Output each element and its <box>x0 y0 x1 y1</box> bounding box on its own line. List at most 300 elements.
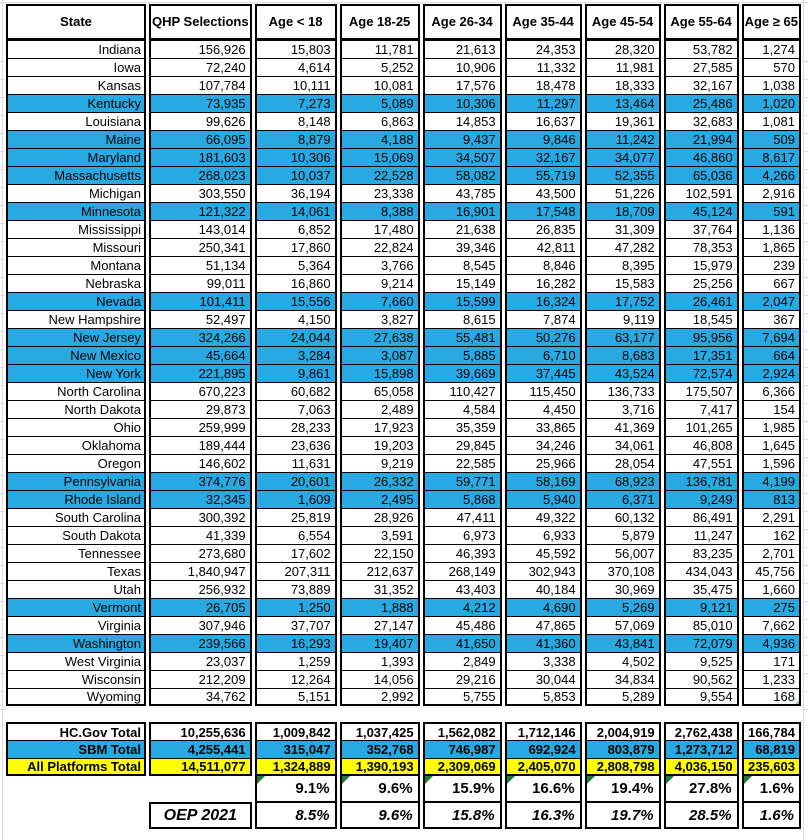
value-cell: 46,808 <box>664 436 739 454</box>
total-value: 315,047 <box>255 740 337 758</box>
percent-of-total-row <box>6 776 801 802</box>
value-cell: 189,444 <box>149 436 252 454</box>
column-header-6: Age 45-54 <box>585 4 661 40</box>
value-cell: 302,943 <box>505 562 582 580</box>
value-cell: 21,994 <box>664 130 739 148</box>
column-header-1: QHP Selections <box>149 4 252 40</box>
state-name-cell: Nevada <box>6 292 146 310</box>
state-name-cell: Montana <box>6 256 146 274</box>
value-cell: 7,694 <box>742 328 801 346</box>
value-cell: 15,069 <box>340 148 420 166</box>
value-cell: 4,502 <box>585 652 661 670</box>
value-cell: 16,637 <box>505 112 582 130</box>
all-platforms-total-row <box>6 758 801 776</box>
value-cell: 86,491 <box>664 508 739 526</box>
total-value: 2,004,919 <box>585 722 661 740</box>
value-cell: 29,216 <box>423 670 502 688</box>
value-cell: 5,879 <box>585 526 661 544</box>
value-cell: 6,973 <box>423 526 502 544</box>
oep-percent-cell: 15.8% <box>423 802 502 829</box>
value-cell: 78,353 <box>664 238 739 256</box>
value-cell: 46,393 <box>423 544 502 562</box>
value-cell: 434,043 <box>664 562 739 580</box>
state-name-cell: Vermont <box>6 598 146 616</box>
state-name-cell: Oklahoma <box>6 436 146 454</box>
value-cell: 10,111 <box>255 76 337 94</box>
flag-triangle-icon <box>507 776 515 784</box>
percent-cell <box>255 776 337 802</box>
flag-triangle-icon <box>425 776 433 784</box>
value-cell: 101,411 <box>149 292 252 310</box>
value-cell: 1,250 <box>255 598 337 616</box>
value-cell: 32,167 <box>664 76 739 94</box>
value-cell: 259,999 <box>149 418 252 436</box>
value-cell: 154 <box>742 400 801 418</box>
state-name-cell: Virginia <box>6 616 146 634</box>
oep-percent-cell: 19.7% <box>585 802 661 829</box>
gridline-stubs-left <box>0 44 5 710</box>
value-cell: 1,660 <box>742 580 801 598</box>
state-name-cell: Rhode Island <box>6 490 146 508</box>
column-header-4: Age 26-34 <box>423 4 502 40</box>
value-cell: 34,762 <box>149 688 252 706</box>
value-cell: 4,212 <box>423 598 502 616</box>
value-cell: 3,591 <box>340 526 420 544</box>
value-cell: 17,860 <box>255 238 337 256</box>
value-cell: 50,276 <box>505 328 582 346</box>
total-value: 352,768 <box>340 740 420 758</box>
value-cell: 6,710 <box>505 346 582 364</box>
column-header-8: Age ≥ 65 <box>742 4 801 40</box>
flag-triangle-icon <box>666 776 674 784</box>
value-cell: 212,637 <box>340 562 420 580</box>
value-cell: 5,089 <box>340 94 420 112</box>
state-name-cell: Kansas <box>6 76 146 94</box>
value-cell: 59,771 <box>423 472 502 490</box>
state-row <box>6 328 801 346</box>
value-cell: 24,044 <box>255 328 337 346</box>
state-name-cell: Missouri <box>6 238 146 256</box>
value-cell: 28,926 <box>340 508 420 526</box>
state-row <box>6 508 801 526</box>
total-value: 1,390,193 <box>340 758 420 776</box>
value-cell: 5,364 <box>255 256 337 274</box>
value-cell: 26,332 <box>340 472 420 490</box>
value-cell: 95,956 <box>664 328 739 346</box>
state-name-cell: Michigan <box>6 184 146 202</box>
value-cell: 45,756 <box>742 562 801 580</box>
value-cell: 303,550 <box>149 184 252 202</box>
value-cell: 7,273 <box>255 94 337 112</box>
value-cell: 65,058 <box>340 382 420 400</box>
value-cell: 10,306 <box>423 94 502 112</box>
state-name-cell: Maryland <box>6 148 146 166</box>
column-header-5: Age 35-44 <box>505 4 582 40</box>
value-cell: 1,609 <box>255 490 337 508</box>
value-cell: 14,853 <box>423 112 502 130</box>
value-cell: 51,134 <box>149 256 252 274</box>
value-cell: 670,223 <box>149 382 252 400</box>
value-cell: 102,591 <box>664 184 739 202</box>
value-cell: 45,124 <box>664 202 739 220</box>
total-value: 10,255,636 <box>149 722 252 740</box>
total-value: 803,879 <box>585 740 661 758</box>
value-cell: 9,525 <box>664 652 739 670</box>
value-cell: 9,861 <box>255 364 337 382</box>
value-cell: 1,233 <box>742 670 801 688</box>
percent-cell <box>664 776 739 802</box>
value-cell: 19,203 <box>340 436 420 454</box>
state-row <box>6 562 801 580</box>
value-cell: 570 <box>742 58 801 76</box>
value-cell: 5,151 <box>255 688 337 706</box>
value-cell: 34,246 <box>505 436 582 454</box>
value-cell: 34,834 <box>585 670 661 688</box>
value-cell: 60,132 <box>585 508 661 526</box>
value-cell: 10,081 <box>340 76 420 94</box>
header-row <box>6 4 801 40</box>
state-row <box>6 400 801 418</box>
state-row <box>6 40 801 58</box>
state-name-cell: North Dakota <box>6 400 146 418</box>
state-row <box>6 76 801 94</box>
state-row <box>6 472 801 490</box>
state-name-cell: South Carolina <box>6 508 146 526</box>
value-cell: 2,849 <box>423 652 502 670</box>
value-cell: 32,345 <box>149 490 252 508</box>
value-cell: 324,266 <box>149 328 252 346</box>
value-cell: 4,188 <box>340 130 420 148</box>
value-cell: 4,199 <box>742 472 801 490</box>
value-cell: 35,359 <box>423 418 502 436</box>
value-cell: 10,037 <box>255 166 337 184</box>
value-cell: 5,269 <box>585 598 661 616</box>
value-cell: 26,461 <box>664 292 739 310</box>
column-header-3: Age 18-25 <box>340 4 420 40</box>
value-cell: 24,353 <box>505 40 582 58</box>
state-row <box>6 166 801 184</box>
state-name-cell: Iowa <box>6 58 146 76</box>
state-name-cell: Texas <box>6 562 146 580</box>
value-cell: 9,119 <box>585 310 661 328</box>
value-cell: 29,873 <box>149 400 252 418</box>
value-cell: 26,705 <box>149 598 252 616</box>
value-cell: 7,660 <box>340 292 420 310</box>
total-value: 4,036,150 <box>664 758 739 776</box>
value-cell: 58,082 <box>423 166 502 184</box>
value-cell: 34,061 <box>585 436 661 454</box>
state-name-cell: Louisiana <box>6 112 146 130</box>
value-cell: 23,636 <box>255 436 337 454</box>
percent-value: 9.6% <box>378 780 413 797</box>
state-row <box>6 544 801 562</box>
value-cell: 17,576 <box>423 76 502 94</box>
value-cell: 2,924 <box>742 364 801 382</box>
empty-cell <box>149 776 252 802</box>
value-cell: 667 <box>742 274 801 292</box>
oep-percent-cell: 28.5% <box>664 802 739 829</box>
value-cell: 43,841 <box>585 634 661 652</box>
value-cell: 6,852 <box>255 220 337 238</box>
oep-percent-cell: 8.5% <box>255 802 337 829</box>
value-cell: 36,194 <box>255 184 337 202</box>
value-cell: 21,638 <box>423 220 502 238</box>
value-cell: 5,289 <box>585 688 661 706</box>
value-cell: 17,752 <box>585 292 661 310</box>
value-cell: 72,079 <box>664 634 739 652</box>
value-cell: 101,265 <box>664 418 739 436</box>
spacer-row <box>6 706 801 722</box>
value-cell: 8,388 <box>340 202 420 220</box>
total-label: All Platforms Total <box>6 758 146 776</box>
value-cell: 3,284 <box>255 346 337 364</box>
total-value: 1,324,889 <box>255 758 337 776</box>
value-cell: 9,121 <box>664 598 739 616</box>
value-cell: 41,369 <box>585 418 661 436</box>
value-cell: 25,966 <box>505 454 582 472</box>
value-cell: 5,885 <box>423 346 502 364</box>
value-cell: 3,766 <box>340 256 420 274</box>
value-cell: 19,361 <box>585 112 661 130</box>
empty-cell <box>6 776 146 802</box>
total-value: 746,987 <box>423 740 502 758</box>
percent-value: 1.6% <box>759 780 794 797</box>
value-cell: 83,235 <box>664 544 739 562</box>
value-cell: 7,417 <box>664 400 739 418</box>
value-cell: 5,868 <box>423 490 502 508</box>
total-value: 1,712,146 <box>505 722 582 740</box>
flag-triangle-icon <box>744 776 752 784</box>
value-cell: 1,596 <box>742 454 801 472</box>
value-cell: 268,149 <box>423 562 502 580</box>
state-row <box>6 130 801 148</box>
value-cell: 1,259 <box>255 652 337 670</box>
value-cell: 30,044 <box>505 670 582 688</box>
value-cell: 17,480 <box>340 220 420 238</box>
value-cell: 73,935 <box>149 94 252 112</box>
oep-percent-cell: 1.6% <box>742 802 801 829</box>
value-cell: 63,177 <box>585 328 661 346</box>
state-name-cell: Maine <box>6 130 146 148</box>
value-cell: 8,617 <box>742 148 801 166</box>
gridline-stubs-right <box>802 44 808 710</box>
value-cell: 53,782 <box>664 40 739 58</box>
state-row <box>6 58 801 76</box>
value-cell: 6,366 <box>742 382 801 400</box>
total-value: 4,255,441 <box>149 740 252 758</box>
value-cell: 34,507 <box>423 148 502 166</box>
value-cell: 99,626 <box>149 112 252 130</box>
oep-2021-row <box>6 802 801 829</box>
value-cell: 8,148 <box>255 112 337 130</box>
value-cell: 39,346 <box>423 238 502 256</box>
state-name-cell: Utah <box>6 580 146 598</box>
value-cell: 46,860 <box>664 148 739 166</box>
spacer-cell <box>6 706 801 722</box>
qhp-selections-table <box>3 4 804 829</box>
value-cell: 2,992 <box>340 688 420 706</box>
state-row <box>6 436 801 454</box>
value-cell: 51,226 <box>585 184 661 202</box>
value-cell: 20,601 <box>255 472 337 490</box>
value-cell: 52,355 <box>585 166 661 184</box>
percent-value: 9.1% <box>295 780 330 797</box>
value-cell: 143,014 <box>149 220 252 238</box>
sbm-total-row <box>6 740 801 758</box>
value-cell: 9,219 <box>340 454 420 472</box>
value-cell: 2,489 <box>340 400 420 418</box>
value-cell: 15,556 <box>255 292 337 310</box>
total-value: 68,819 <box>742 740 801 758</box>
value-cell: 32,167 <box>505 148 582 166</box>
value-cell: 7,874 <box>505 310 582 328</box>
value-cell: 2,916 <box>742 184 801 202</box>
state-name-cell: New York <box>6 364 146 382</box>
value-cell: 16,282 <box>505 274 582 292</box>
value-cell: 13,464 <box>585 94 661 112</box>
state-name-cell: New Jersey <box>6 328 146 346</box>
value-cell: 6,371 <box>585 490 661 508</box>
total-value: 166,784 <box>742 722 801 740</box>
value-cell: 1,136 <box>742 220 801 238</box>
value-cell: 370,108 <box>585 562 661 580</box>
value-cell: 65,036 <box>664 166 739 184</box>
value-cell: 68,923 <box>585 472 661 490</box>
value-cell: 10,306 <box>255 148 337 166</box>
value-cell: 162 <box>742 526 801 544</box>
value-cell: 4,690 <box>505 598 582 616</box>
value-cell: 3,716 <box>585 400 661 418</box>
percent-value: 15.9% <box>452 780 495 797</box>
value-cell: 4,584 <box>423 400 502 418</box>
value-cell: 15,599 <box>423 292 502 310</box>
value-cell: 25,256 <box>664 274 739 292</box>
value-cell: 21,613 <box>423 40 502 58</box>
column-header-2: Age < 18 <box>255 4 337 40</box>
value-cell: 9,249 <box>664 490 739 508</box>
state-name-cell: Pennsylvania <box>6 472 146 490</box>
value-cell: 3,338 <box>505 652 582 670</box>
value-cell: 37,445 <box>505 364 582 382</box>
value-cell: 45,486 <box>423 616 502 634</box>
value-cell: 813 <box>742 490 801 508</box>
value-cell: 32,683 <box>664 112 739 130</box>
value-cell: 15,149 <box>423 274 502 292</box>
value-cell: 4,450 <box>505 400 582 418</box>
state-name-cell: Massachusetts <box>6 166 146 184</box>
value-cell: 11,332 <box>505 58 582 76</box>
value-cell: 18,333 <box>585 76 661 94</box>
total-value: 2,808,798 <box>585 758 661 776</box>
state-name-cell: Mississippi <box>6 220 146 238</box>
state-name-cell: Nebraska <box>6 274 146 292</box>
state-row <box>6 634 801 652</box>
value-cell: 9,214 <box>340 274 420 292</box>
value-cell: 239,566 <box>149 634 252 652</box>
value-cell: 1,020 <box>742 94 801 112</box>
value-cell: 136,781 <box>664 472 739 490</box>
value-cell: 28,233 <box>255 418 337 436</box>
value-cell: 110,427 <box>423 382 502 400</box>
value-cell: 2,047 <box>742 292 801 310</box>
value-cell: 39,669 <box>423 364 502 382</box>
value-cell: 14,061 <box>255 202 337 220</box>
total-value: 692,924 <box>505 740 582 758</box>
value-cell: 591 <box>742 202 801 220</box>
flag-triangle-icon <box>587 776 595 784</box>
state-name-cell: West Virginia <box>6 652 146 670</box>
value-cell: 11,247 <box>664 526 739 544</box>
state-row <box>6 112 801 130</box>
oep-percent-cell: 16.3% <box>505 802 582 829</box>
value-cell: 1,985 <box>742 418 801 436</box>
value-cell: 73,889 <box>255 580 337 598</box>
value-cell: 168 <box>742 688 801 706</box>
value-cell: 60,682 <box>255 382 337 400</box>
value-cell: 18,709 <box>585 202 661 220</box>
value-cell: 18,478 <box>505 76 582 94</box>
total-value: 2,405,070 <box>505 758 582 776</box>
value-cell: 43,500 <box>505 184 582 202</box>
gridline <box>0 2 808 3</box>
column-header-7: Age 55-64 <box>664 4 739 40</box>
value-cell: 22,528 <box>340 166 420 184</box>
value-cell: 8,879 <box>255 130 337 148</box>
state-row <box>6 202 801 220</box>
value-cell: 90,562 <box>664 670 739 688</box>
value-cell: 42,811 <box>505 238 582 256</box>
value-cell: 1,038 <box>742 76 801 94</box>
value-cell: 58,169 <box>505 472 582 490</box>
total-value: 1,562,082 <box>423 722 502 740</box>
value-cell: 43,403 <box>423 580 502 598</box>
state-name-cell: Washington <box>6 634 146 652</box>
value-cell: 275 <box>742 598 801 616</box>
value-cell: 1,888 <box>340 598 420 616</box>
state-row <box>6 364 801 382</box>
value-cell: 16,860 <box>255 274 337 292</box>
value-cell: 85,010 <box>664 616 739 634</box>
value-cell: 26,835 <box>505 220 582 238</box>
value-cell: 34,077 <box>585 148 661 166</box>
state-row <box>6 526 801 544</box>
value-cell: 107,784 <box>149 76 252 94</box>
oep-2021-label: OEP 2021 <box>149 802 252 829</box>
value-cell: 300,392 <box>149 508 252 526</box>
value-cell: 52,497 <box>149 310 252 328</box>
total-value: 2,309,069 <box>423 758 502 776</box>
total-value: 1,009,842 <box>255 722 337 740</box>
value-cell: 5,940 <box>505 490 582 508</box>
value-cell: 1,645 <box>742 436 801 454</box>
state-row <box>6 580 801 598</box>
value-cell: 14,056 <box>340 670 420 688</box>
value-cell: 45,592 <box>505 544 582 562</box>
value-cell: 17,351 <box>664 346 739 364</box>
state-name-cell: Ohio <box>6 418 146 436</box>
percent-cell <box>423 776 502 802</box>
value-cell: 43,524 <box>585 364 661 382</box>
value-cell: 212,209 <box>149 670 252 688</box>
value-cell: 56,007 <box>585 544 661 562</box>
value-cell: 307,946 <box>149 616 252 634</box>
total-label: HC.Gov Total <box>6 722 146 740</box>
value-cell: 23,037 <box>149 652 252 670</box>
value-cell: 11,981 <box>585 58 661 76</box>
value-cell: 250,341 <box>149 238 252 256</box>
state-row <box>6 688 801 706</box>
state-name-cell: Tennessee <box>6 544 146 562</box>
